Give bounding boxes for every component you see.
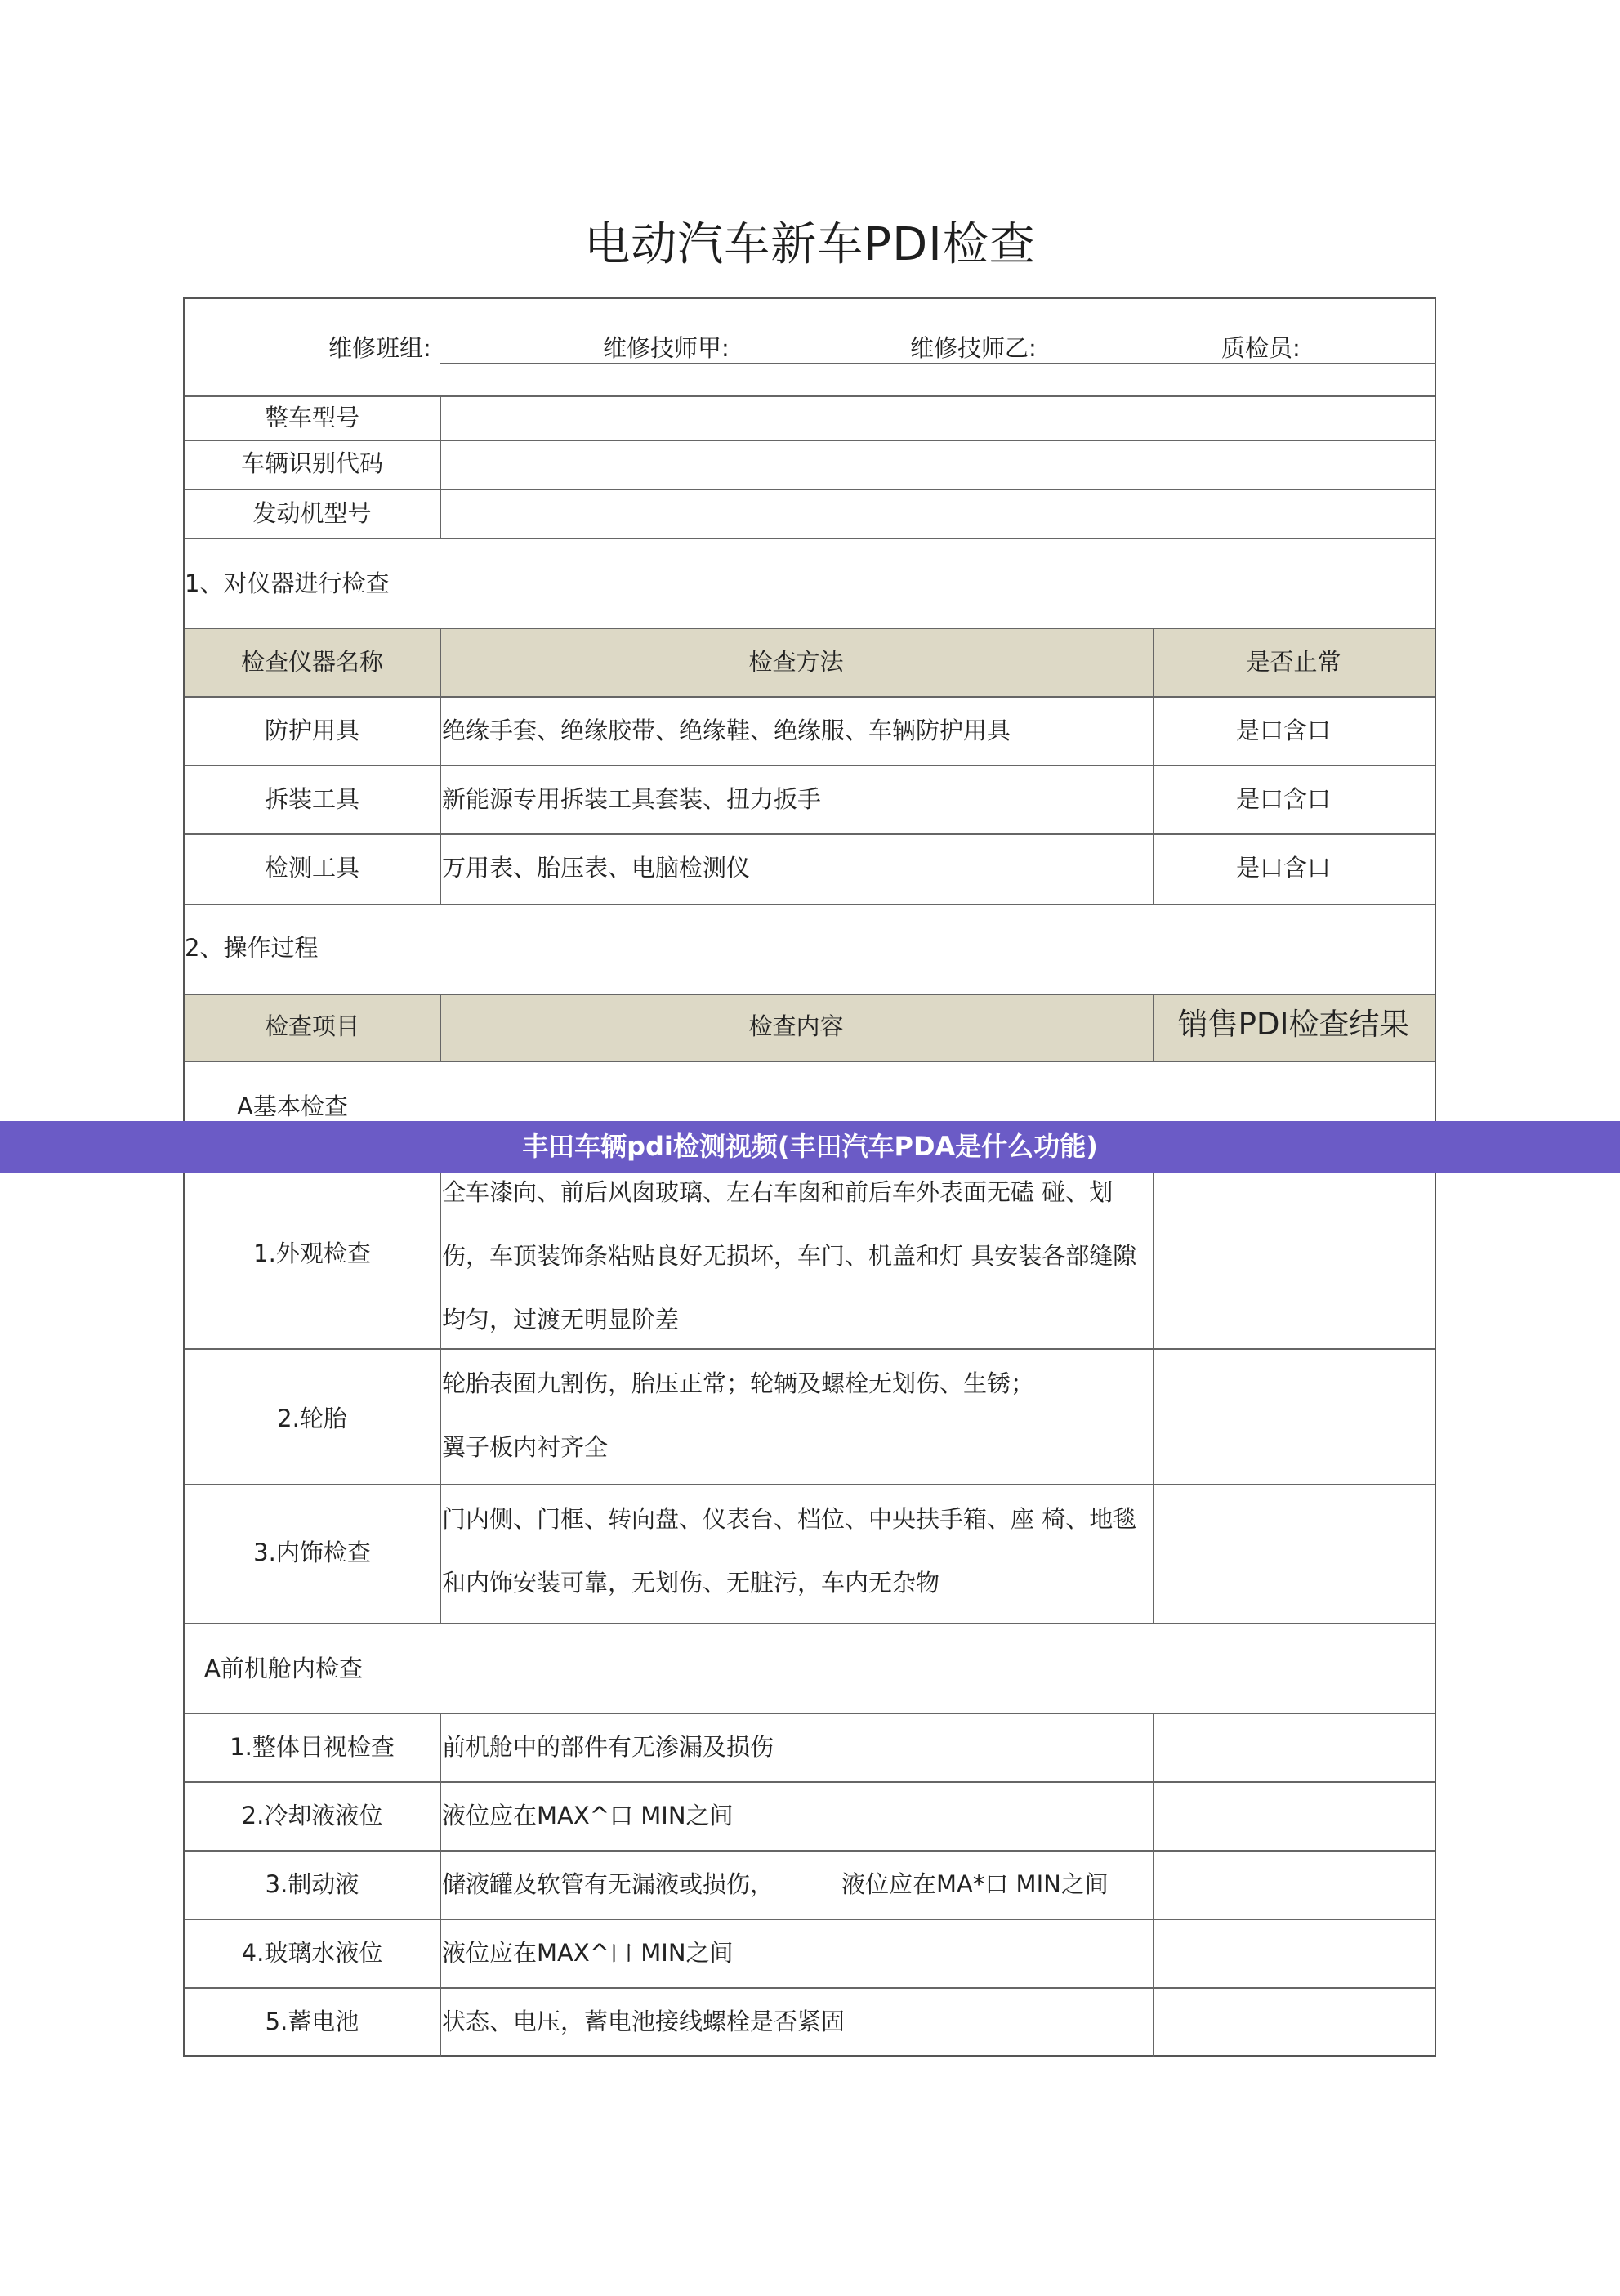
document-title: 电动汽车新车PDI检查: [584, 218, 1036, 271]
table-row-content: 前机舱中的部件有无渗漏及损伤: [442, 1733, 774, 1761]
title-banner: 丰田车辆pdi检测视频(丰田汽车PDA是什么功能): [0, 1121, 1620, 1173]
table-row-method: 绝缘手套、绝缘胶带、绝缘鞋、绝缘服、车辆防护用具: [442, 717, 1011, 744]
tech-a-label: 维修技师甲:: [603, 334, 730, 362]
s2-col-result: 销售PDI检查结果: [1177, 1007, 1410, 1042]
engine-model-label: 发动机型号: [252, 499, 372, 527]
table-row-content: 状态、电压，蓄电池接线螺栓是否紧固: [442, 2008, 846, 2035]
s1-col-instrument: 检查仪器名称: [240, 648, 383, 676]
vin-label: 车辆识别代码: [240, 449, 383, 477]
table-row-content: 储液罐及软管有无漏液或损伤， 液位应在MA*口 MIN之间: [442, 1870, 1109, 1898]
s2-col-content: 检查内容: [748, 1012, 844, 1040]
table-row-method: 新能源专用拆装工具套装、扭力扳手: [442, 785, 822, 813]
s2-col-item: 检查项目: [264, 1012, 359, 1040]
table-row-content: 门内侧、门框、转向盘、仪表台、档位、中央扶手箱、座 椅、地毯 和内饰安装可靠，无划伤、无脏污，车内无杂物: [442, 1505, 1137, 1597]
group-basic-heading: A基本检查: [237, 1092, 348, 1120]
table-row-content: 液位应在MAX^口 MIN之间: [442, 1939, 734, 1967]
table-row-item: 1.外观检查: [253, 1240, 371, 1267]
table-row-name: 拆装工具: [264, 785, 359, 813]
table-row-item: 2.轮胎: [277, 1405, 347, 1432]
table-row-item: 3.内饰检查: [253, 1539, 371, 1566]
vehicle-model-label: 整车型号: [264, 404, 359, 431]
table-row-content: 液位应在MAX^口 MIN之间: [442, 1802, 734, 1829]
s1-col-normal: 是否止常: [1246, 648, 1341, 676]
section1-heading: 1、对仪器进行检查: [185, 570, 390, 597]
table-row-result[interactable]: 是口含口: [1235, 854, 1331, 882]
s1-col-method: 检查方法: [748, 648, 844, 676]
table-row-content: 轮胎表囿九割伤，胎压正常；轮辆及螺栓无划伤、生锈； 翼子板内衬齐全: [442, 1369, 1035, 1461]
table-row-result[interactable]: 是口含口: [1235, 785, 1331, 813]
pdi-form: [183, 297, 1436, 2057]
tech-b-label: 维修技师乙:: [910, 334, 1037, 362]
group-engine-heading: A前机舱内检查: [204, 1655, 363, 1682]
table-row-item: 5.蓄电池: [265, 2008, 359, 2035]
table-row-content: 全车漆向、前后风囱玻璃、左右车囱和前后车外表面无磕 碰、划 伤，车顶装饰条粘贴良好无损坏，车门、机盖和灯 具安装各部缝隙 均匀，过渡无明显阶差: [442, 1178, 1137, 1333]
section2-heading: 2、操作过程: [185, 934, 319, 962]
table-row-item: 2.冷却液液位: [241, 1802, 383, 1829]
table-row-result[interactable]: 是口含口: [1235, 717, 1331, 744]
signature-underline: [440, 363, 1436, 364]
table-row-item: 4.玻璃水液位: [241, 1939, 383, 1967]
table-row-item: 1.整体目视检查: [230, 1733, 395, 1761]
table-row-item: 3.制动液: [265, 1870, 359, 1898]
table-row-name: 防护用具: [264, 717, 359, 744]
inspector-label: 质检员:: [1221, 334, 1301, 362]
table-row-name: 检测工具: [264, 854, 359, 882]
team-label: 维修班组:: [328, 334, 431, 362]
table-row-method: 万用表、胎压表、电脑检测仪: [442, 854, 751, 882]
